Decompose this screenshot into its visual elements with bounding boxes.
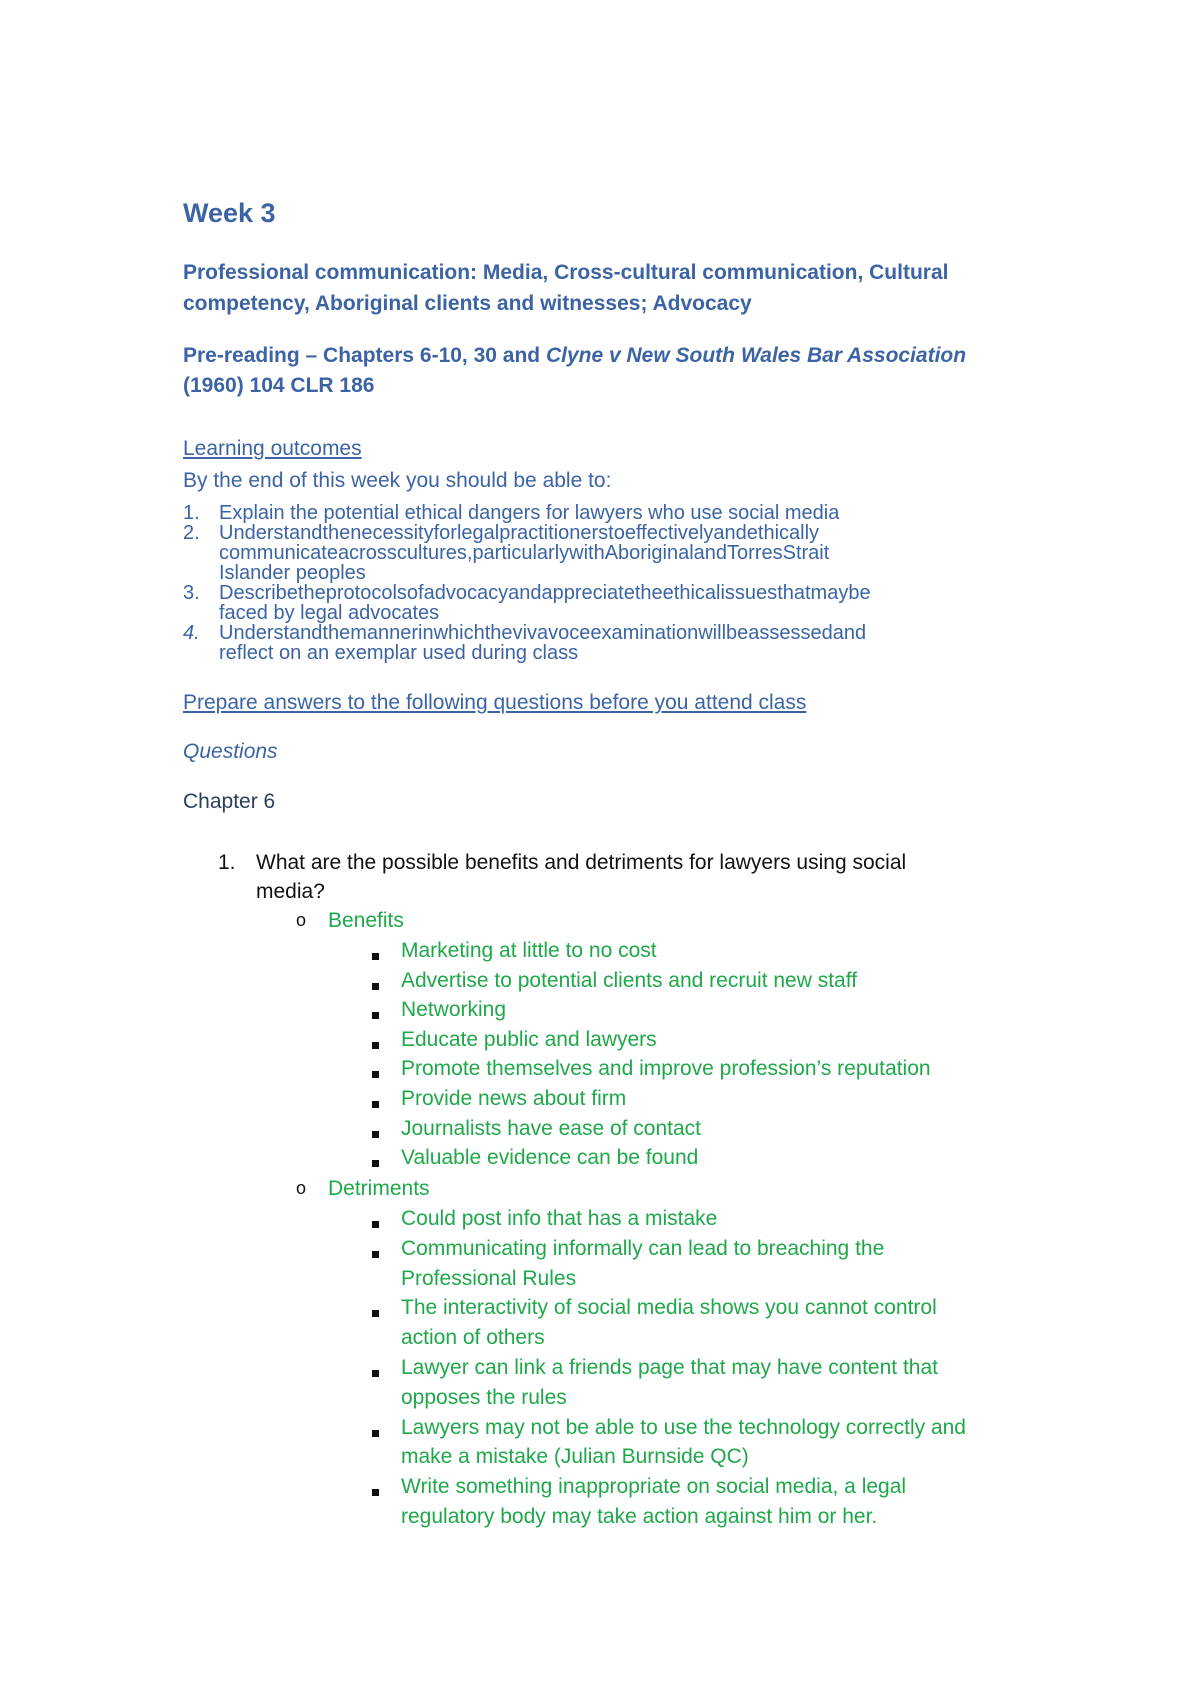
square-bullet-icon bbox=[372, 1364, 379, 1382]
square-bullet-icon bbox=[372, 1245, 379, 1263]
prereading-prefix: Pre-reading – Chapters 6-10, 30 and bbox=[183, 344, 546, 367]
question-line-1: What are the possible benefits and detriments for lawyers using social bbox=[256, 851, 907, 874]
benefits-label: Benefits bbox=[328, 909, 404, 932]
detriment-item-line: Lawyer can link a friends page that may have content that bbox=[401, 1356, 938, 1379]
outcome-text-line: reflect on an exemplar used during class bbox=[219, 642, 579, 664]
outcome-text-block bbox=[219, 583, 1023, 623]
detriment-item-line: Professional Rules bbox=[401, 1266, 577, 1290]
square-bullet-icon bbox=[372, 1215, 379, 1233]
square-bullet-icon bbox=[372, 977, 379, 995]
subtitle-line-1: Professional communication: Media, Cross-cultural communication, Cultural bbox=[183, 261, 949, 284]
detriments-label: Detriments bbox=[328, 1177, 430, 1200]
detriment-item-line: Could post info that has a mistake bbox=[401, 1207, 718, 1230]
square-bullet-icon bbox=[372, 947, 379, 965]
square-bullet-icon bbox=[372, 1304, 379, 1322]
detriment-item-line: action of others bbox=[401, 1326, 545, 1350]
outcome-item-4 bbox=[183, 623, 1028, 663]
detriment-item-line: regulatory body may take action against him or her. bbox=[401, 1505, 878, 1528]
square-bullet-icon bbox=[372, 1154, 379, 1172]
outcome-text: Explain the potential ethical dangers for lawyers who use social media bbox=[219, 502, 840, 524]
outcome-item-2 bbox=[183, 523, 1028, 583]
square-bullet-icon bbox=[372, 1125, 379, 1143]
benefit-item: Promote themselves and improve profession’s reputation bbox=[401, 1057, 931, 1080]
outcome-text-block bbox=[219, 623, 1023, 663]
detriment-item-line: The interactivity of social media shows you cannot control bbox=[401, 1296, 937, 1320]
benefit-item: Provide news about firm bbox=[401, 1087, 627, 1110]
benefit-item: Educate public and lawyers bbox=[401, 1028, 657, 1051]
outcome-text-line: Understandthemannerinwhichthevivavoceexaminationwillbeassessedand bbox=[219, 622, 867, 644]
square-bullet-icon bbox=[372, 1095, 379, 1113]
square-bullet-icon bbox=[372, 1483, 379, 1501]
prereading-citation: (1960) 104 CLR 186 bbox=[183, 374, 375, 397]
outcome-item-3 bbox=[183, 583, 1028, 623]
outcome-text-line: Understandthenecessityforlegalpractitionerstoeffectivelyandethically bbox=[219, 522, 820, 544]
question-number: 1. bbox=[218, 851, 236, 874]
benefit-item: Journalists have ease of contact bbox=[401, 1117, 702, 1140]
question-line-2: media? bbox=[256, 880, 325, 903]
outcome-number: 4. bbox=[183, 622, 200, 644]
benefit-item: Valuable evidence can be found bbox=[401, 1146, 699, 1169]
hollow-bullet-icon: o bbox=[296, 910, 307, 930]
detriment-item-line: make a mistake (Julian Burnside QC) bbox=[401, 1445, 749, 1469]
subtitle-line-2: competency, Aboriginal clients and witnesses; Advocacy bbox=[183, 292, 752, 315]
page-title: Week 3 bbox=[183, 198, 276, 228]
outcome-item-1 bbox=[183, 503, 1028, 523]
outcome-number: 3. bbox=[183, 582, 200, 604]
prereading-line-1 bbox=[183, 340, 966, 371]
detriment-item-line: Communicating informally can lead to breaching the bbox=[401, 1236, 885, 1260]
prepare-answers-link[interactable]: Prepare answers to the following questions before you attend class bbox=[183, 691, 807, 714]
detriment-item-line: opposes the rules bbox=[401, 1385, 567, 1409]
square-bullet-icon bbox=[372, 1424, 379, 1442]
learning-outcomes-heading: Learning outcomes bbox=[183, 437, 362, 460]
outcome-text-line: Describetheprotocolsofadvocacyandappreciatetheethicalissuesthatmaybe bbox=[219, 582, 871, 604]
benefit-item: Networking bbox=[401, 998, 507, 1021]
chapter-heading: Chapter 6 bbox=[183, 790, 276, 813]
outcome-number: 2. bbox=[183, 522, 200, 544]
outcome-text-line: Islander peoples bbox=[219, 562, 366, 584]
detriment-item-line: Lawyers may not be able to use the technology correctly and bbox=[401, 1415, 966, 1439]
square-bullet-icon bbox=[372, 1065, 379, 1083]
learning-outcomes-list bbox=[183, 503, 1028, 663]
prereading-case-name: Clyne v New South Wales Bar Association bbox=[545, 344, 967, 367]
hollow-bullet-icon: o bbox=[296, 1178, 307, 1198]
outcome-text-block bbox=[219, 523, 1023, 583]
square-bullet-icon bbox=[372, 1036, 379, 1054]
outcome-text-line: communicateacrosscultures,particularlywithAboriginalandTorresStrait bbox=[219, 542, 830, 564]
benefit-item: Marketing at little to no cost bbox=[401, 939, 657, 962]
questions-heading: Questions bbox=[183, 740, 278, 763]
square-bullet-icon bbox=[372, 1006, 379, 1024]
outcome-text-line: faced by legal advocates bbox=[219, 602, 440, 624]
benefit-item: Advertise to potential clients and recruit new staff bbox=[401, 969, 858, 992]
detriment-item-line: Write something inappropriate on social media, a legal bbox=[401, 1475, 907, 1499]
learning-outcomes-intro: By the end of this week you should be able to: bbox=[183, 469, 612, 492]
outcome-number: 1. bbox=[183, 502, 200, 524]
